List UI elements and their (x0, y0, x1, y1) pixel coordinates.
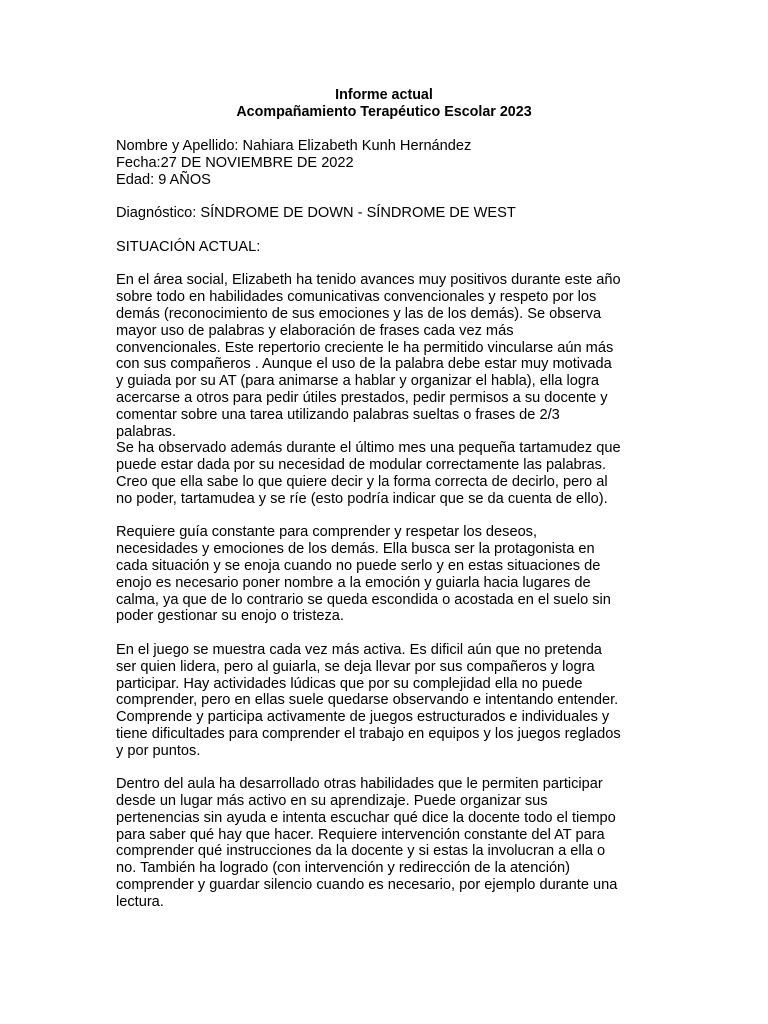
paragraph-line: En el área social, Elizabeth ha tenido avances muy positivos durante este año (116, 272, 621, 289)
paragraph (116, 642, 656, 760)
document-header (0, 87, 768, 121)
paragraph-line: Comprende y participa activamente de juegos estructurados e individuales y (116, 709, 610, 726)
paragraph-line: participar. Hay actividades lúdicas que por su complejidad ella no puede (116, 675, 583, 692)
paragraph-line: Se ha observado además durante el último mes una pequeña tartamudez que (116, 440, 621, 457)
document-title: Informe actual (335, 87, 433, 103)
paragraph-line: pertenencias sin ayuda e intenta escuchar qué dice la docente todo el tiempo (116, 809, 616, 826)
paragraph-line: enojo es necesario poner nombre a la emoción y guiarla hacia lugares de (116, 574, 591, 591)
report-date: Fecha:27 DE NOVIEMBRE DE 2022 (116, 154, 354, 171)
patient-name: Nombre y Apellido: Nahiara Elizabeth Kunh Hernández (116, 138, 472, 154)
paragraph-line: Creo que ella sabe lo que quiere decir y la forma correcta de decirlo, pero al (116, 473, 608, 490)
paragraph-line: comprender, pero en ellas suele quedarse observando e intentando entender. (116, 692, 619, 709)
paragraph-line: convencionales. Este repertorio creciente le ha permitido vincularse aún más (116, 339, 614, 356)
paragraph-line: con sus compañeros . Aunque el uso de la palabra debe estar muy motivada (116, 356, 612, 373)
diagnosis: Diagnóstico: SÍNDROME DE DOWN - SÍNDROME DE WEST (116, 205, 516, 222)
paragraph-line: calma, ya que de lo contrario se queda escondida o acostada en el suelo sin (116, 591, 611, 608)
paragraph-line: no. También ha logrado (con intervención y redirección de la atención) (116, 860, 571, 877)
paragraph-line: mayor uso de palabras y elaboración de frases cada vez más (116, 322, 514, 339)
paragraph-line: sobre todo en habilidades comunicativas convencionales y respeto por los (116, 289, 597, 306)
spacer (116, 188, 656, 205)
paragraph-line: Requiere guía constante para comprender y respetar los deseos, (116, 524, 538, 541)
paragraph (116, 776, 656, 910)
paragraph-line: palabras. (116, 423, 177, 440)
paragraph-line: lectura. (116, 893, 164, 910)
spacer (116, 222, 656, 239)
paragraph-line: y guiada por su AT (para animarse a hablar y organizar el habla), ella logra (116, 373, 599, 390)
spacer (116, 508, 656, 525)
paragraph (116, 272, 656, 507)
paragraphs-container (116, 272, 656, 910)
paragraph-line: ser quien lidera, pero al guiarla, se deja llevar por sus compañeros y logra (116, 658, 595, 675)
spacer (116, 759, 656, 776)
section-heading: SITUACIÓN ACTUAL: (116, 238, 261, 255)
paragraph-line: comprender qué instrucciones da la docente y si estas la involucran a ella o (116, 843, 606, 860)
paragraph-line: comentar sobre una tarea utilizando palabras sueltas o frases de 2/3 (116, 406, 560, 423)
paragraph-line: puede estar dada por su necesidad de modular correctamente las palabras. (116, 457, 607, 474)
paragraph-line: demás (reconocimiento de sus emociones y las de los demás). Se observa (116, 305, 602, 322)
paragraph-line: poder gestionar su enojo o tristeza. (116, 608, 344, 625)
paragraph-line: acercarse a otros para pedir útiles prestados, pedir permisos a su docente y (116, 389, 608, 406)
document-body (116, 138, 656, 911)
spacer (116, 256, 656, 273)
document-subtitle: Acompañamiento Terapéutico Escolar 2023 (236, 104, 532, 120)
paragraph-line: para saber qué hay que hacer. Requiere intervención constante del AT para (116, 826, 605, 843)
paragraph-line: En el juego se muestra cada vez más activa. Es dificil aún que no pretenda (116, 641, 602, 658)
paragraph-line: Dentro del aula ha desarrollado otras habilidades que le permiten participar (116, 776, 603, 793)
paragraph-line: necesidades y emociones de los demás. Ella busca ser la protagonista en (116, 541, 595, 558)
paragraph-line: no poder, tartamudea y se ríe (esto podría indicar que se da cuenta de ello). (116, 490, 608, 507)
spacer (116, 625, 656, 642)
paragraph-line: y por puntos. (116, 742, 201, 759)
paragraph-line: comprender y guardar silencio cuando es necesario, por ejemplo durante una (116, 877, 618, 894)
patient-age: Edad: 9 AÑOS (116, 171, 211, 188)
paragraph (116, 524, 656, 625)
paragraph-line: cada situación y se enoja cuando no puede serlo y en estas situaciones de (116, 557, 601, 574)
paragraph-line: tiene dificultades para comprender el trabajo en equipos y los juegos reglados (116, 725, 621, 742)
paragraph-line: desde un lugar más activo en su aprendizaje. Puede organizar sus (116, 793, 548, 810)
